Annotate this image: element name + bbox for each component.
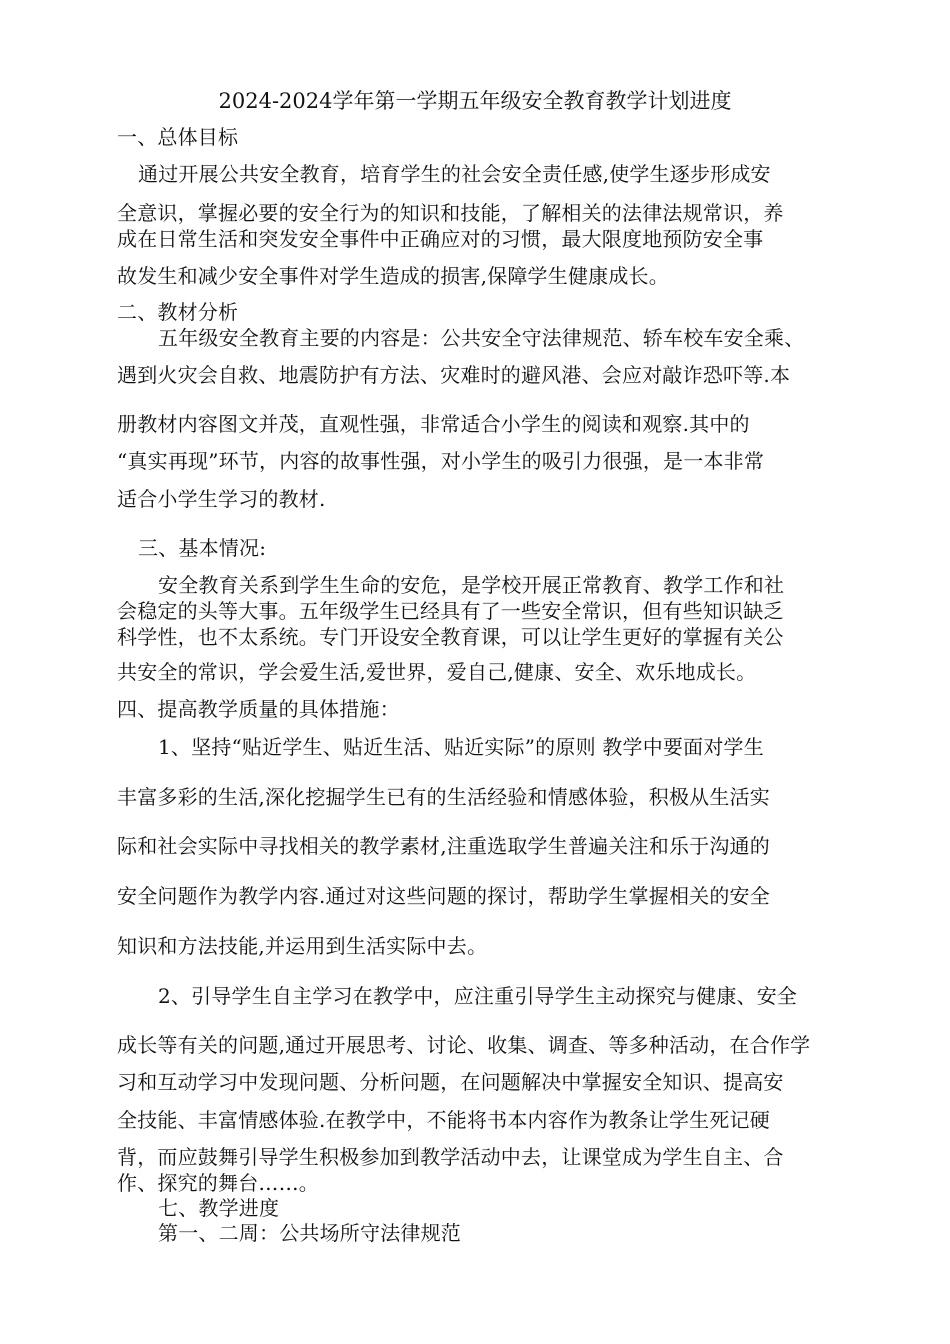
heading-material-analysis: 二、教材分析 xyxy=(117,300,239,324)
paragraph-line: 科学性，也不太系统。专门开设安全教育课，可以让学生更好的掌握有关公 xyxy=(117,625,784,649)
paragraph-line: 丰富多彩的生活,深化挖掘学生已有的生活经验和情感体验，积极从生活实 xyxy=(117,785,770,809)
heading-teaching-schedule: 七、教学进度 xyxy=(158,1196,280,1220)
paragraph-line: 安全问题作为教学内容.通过对这些问题的探讨，帮助学生掌握相关的安全 xyxy=(117,884,770,908)
paragraph-line: 习和互动学习中发现问题、分析问题，在问题解决中掌握安全知识、提高安 xyxy=(117,1070,784,1094)
paragraph-line: 故发生和减少安全事件对学生造成的损害,保障学生健康成长。 xyxy=(117,264,669,288)
paragraph-line: 通过开展公共安全教育，培育学生的社会安全责任感,使学生逐步形成安 xyxy=(138,162,771,186)
paragraph-line: 成在日常生活和突发安全事件中正确应对的习惯，最大限度地预防安全事 xyxy=(117,227,764,251)
paragraph-line: 五年级安全教育主要的内容是：公共安全守法律规范、轿车校车安全乘、 xyxy=(158,326,805,350)
heading-teaching-measures: 四、提高教学质量的具体措施： xyxy=(117,697,400,721)
paragraph-line: 会稳定的头等大事。五年级学生已经具有了一些安全常识，但有些知识缺乏 xyxy=(117,599,784,623)
paragraph-line: 作、探究的舞台……。 xyxy=(117,1171,319,1195)
paragraph-line: 成长等有关的问题,通过开展思考、讨论、收集、调查、等多种活动，在合作学 xyxy=(117,1033,811,1057)
paragraph-line: 全技能、丰富情感体验.在教学中，不能将书本内容作为教条让学生死记硬 xyxy=(117,1108,770,1132)
paragraph-line: 2、引导学生自主学习在教学中，应注重引导学生主动探究与健康、安全 xyxy=(158,984,798,1008)
paragraph-line: 适合小学生学习的教材. xyxy=(117,487,326,511)
paragraph-line: “真实再现”环节，内容的故事性强，对小学生的吸引力很强，是一本非常 xyxy=(117,449,765,473)
schedule-item: 第一、二周：公共场所守法律规范 xyxy=(158,1221,461,1245)
document-title: 2024-2024学年第一学期五年级安全教育教学计划进度 xyxy=(218,89,732,113)
heading-basic-situation: 三、基本情况: xyxy=(138,536,267,560)
paragraph-line: 际和社会实际中寻找相关的教学素材,注重选取学生普遍关注和乐于沟通的 xyxy=(117,834,770,858)
paragraph-line: 安全教育关系到学生生命的安危，是学校开展正常教育、教学工作和社 xyxy=(158,573,785,597)
heading-general-goal: 一、总体目标 xyxy=(117,125,239,149)
paragraph-line: 共安全的常识，学会爱生活,爱世界，爱自己,健康、安全、欢乐地成长。 xyxy=(117,660,757,684)
paragraph-line: 1、坚持“贴近学生、贴近生活、贴近实际”的原则 教学中要面对学生 xyxy=(158,735,764,759)
paragraph-line: 全意识，掌握必要的安全行为的知识和技能，了解相关的法律法规常识，养 xyxy=(117,201,784,225)
paragraph-line: 册教材内容图文并茂，直观性强，非常适合小学生的阅读和观察.其中的 xyxy=(117,412,750,436)
paragraph-line: 遇到火灾会自救、地震防护有方法、灾难时的避风港、会应对敲诈恐吓等.本 xyxy=(117,363,791,387)
paragraph-line: 知识和方法技能,并运用到生活实际中去。 xyxy=(117,934,488,958)
paragraph-line: 背，而应鼓舞引导学生积极参加到教学活动中去，让课堂成为学生自主、合 xyxy=(117,1145,784,1169)
